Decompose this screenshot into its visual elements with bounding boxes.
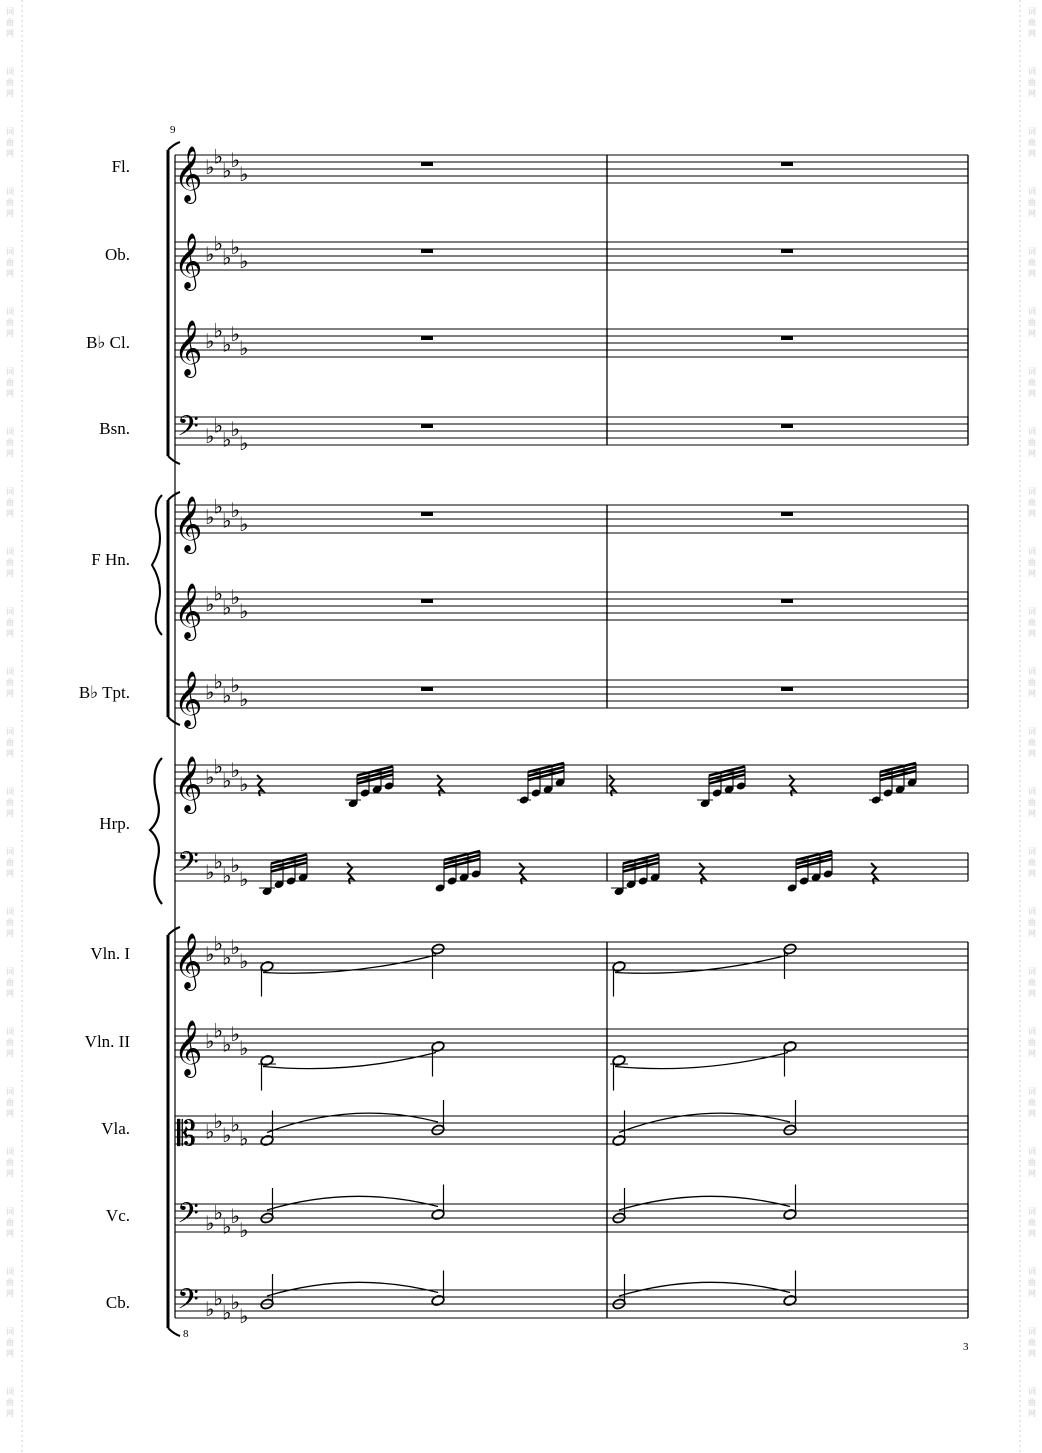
watermark-glyph: 词 xyxy=(6,1087,14,1096)
flat-sign: ♭ xyxy=(222,595,232,620)
watermark-glyph: 曲 xyxy=(6,198,14,207)
watermark-glyph: 曲 xyxy=(6,1398,14,1407)
flat-sign: ♭ xyxy=(213,494,223,519)
slur xyxy=(615,1053,788,1069)
watermark-glyph: 词 xyxy=(6,127,14,136)
flat-sign: ♭ xyxy=(222,945,232,970)
watermark-glyph: 词 xyxy=(6,727,14,736)
watermark-glyph: 词 xyxy=(1028,787,1036,796)
watermark-glyph: 词 xyxy=(1028,487,1036,496)
watermark-glyph: 网 xyxy=(1028,29,1036,38)
watermark-glyph: 网 xyxy=(6,449,14,458)
flat-sign: ♭ xyxy=(213,931,223,956)
watermark-glyph: 词 xyxy=(1028,7,1036,16)
watermark-glyph: 网 xyxy=(1028,1169,1036,1178)
flat-sign: ♭ xyxy=(205,424,215,448)
flat-sign: ♭ xyxy=(205,505,215,529)
slur xyxy=(267,1282,438,1296)
staff-vla xyxy=(175,1109,968,1154)
flat-sign: ♭ xyxy=(230,1112,240,1137)
flat-sign: ♭ xyxy=(230,853,240,877)
watermark-glyph: 曲 xyxy=(1028,798,1036,807)
watermark-glyph: 网 xyxy=(6,629,14,638)
whole-rest xyxy=(421,512,433,516)
watermark-glyph: 曲 xyxy=(6,918,14,927)
flat-sign: ♭ xyxy=(239,949,249,973)
watermark-glyph: 曲 xyxy=(1028,738,1036,747)
watermark-glyph: 词 xyxy=(6,1267,14,1276)
watermark-glyph: 曲 xyxy=(1028,318,1036,327)
flat-sign: ♭ xyxy=(213,1200,223,1225)
watermark-glyph: 词 xyxy=(6,1147,14,1156)
flat-sign: ♭ xyxy=(239,599,249,623)
flat-sign: ♭ xyxy=(239,867,249,891)
watermark-glyph: 曲 xyxy=(1028,678,1036,687)
flat-sign: ♭ xyxy=(213,1109,223,1133)
staff-fl xyxy=(174,145,968,205)
watermark-glyph: 网 xyxy=(6,929,14,938)
watermark-glyph: 网 xyxy=(1028,749,1036,758)
slur xyxy=(619,1282,790,1296)
watermark-glyph: 词 xyxy=(6,907,14,916)
watermark-glyph: 词 xyxy=(1028,1027,1036,1036)
whole-rest xyxy=(421,424,433,428)
watermark-glyph: 曲 xyxy=(6,438,14,447)
slur xyxy=(263,1053,436,1069)
flat-sign: ♭ xyxy=(230,758,240,782)
flat-sign: ♭ xyxy=(213,849,223,874)
watermark-glyph: 词 xyxy=(6,787,14,796)
staff-bsn xyxy=(175,410,968,455)
watermark-glyph: 词 xyxy=(1028,67,1036,76)
treble-clef-icon: 𝄞 xyxy=(174,146,203,202)
staff-hrp2 xyxy=(175,846,968,891)
watermark-glyph: 曲 xyxy=(6,1338,14,1347)
treble-clef-icon: 𝄞 xyxy=(174,933,203,989)
staff-hrp1 xyxy=(174,755,968,815)
bass-clef-icon: 𝄢 xyxy=(177,1283,199,1323)
watermark-glyph: 词 xyxy=(6,67,14,76)
flat-sign: ♭ xyxy=(205,155,215,179)
watermark-glyph: 曲 xyxy=(6,1098,14,1107)
flat-sign: ♭ xyxy=(222,158,232,183)
watermark-glyph: 网 xyxy=(6,89,14,98)
watermark-glyph: 网 xyxy=(6,569,14,578)
flat-sign: ♭ xyxy=(230,498,240,522)
watermark-glyph: 曲 xyxy=(6,978,14,987)
flat-sign: ♭ xyxy=(213,144,223,169)
watermark-glyph: 网 xyxy=(6,269,14,278)
watermark-glyph: 曲 xyxy=(1028,1158,1036,1167)
watermark-glyph: 词 xyxy=(1028,727,1036,736)
watermark-glyph: 曲 xyxy=(1028,1038,1036,1047)
watermark-glyph: 曲 xyxy=(6,1158,14,1167)
watermark-glyph: 曲 xyxy=(1028,918,1036,927)
measure-number: 9 xyxy=(170,124,176,136)
system-brackets xyxy=(150,142,968,1336)
watermark-glyph: 曲 xyxy=(6,318,14,327)
watermark-glyph: 网 xyxy=(1028,869,1036,878)
watermark-glyph: 网 xyxy=(1028,989,1036,998)
watermark-glyph: 曲 xyxy=(1028,618,1036,627)
slur xyxy=(619,1196,790,1210)
watermark-glyph: 网 xyxy=(6,509,14,518)
flat-sign: ♭ xyxy=(239,249,249,273)
watermark-glyph: 曲 xyxy=(6,378,14,387)
flat-sign: ♭ xyxy=(239,1304,249,1328)
page-number: 3 xyxy=(963,1341,969,1353)
watermark-glyph: 曲 xyxy=(6,1038,14,1047)
instrument-label-vln2: Vln. II xyxy=(84,1032,130,1051)
watermark-glyph: 词 xyxy=(6,187,14,196)
watermark-glyph: 网 xyxy=(1028,329,1036,338)
watermark-glyph: 曲 xyxy=(6,138,14,147)
watermark-glyph: 曲 xyxy=(6,738,14,747)
watermark-glyph: 网 xyxy=(1028,269,1036,278)
watermark-glyph: 网 xyxy=(1028,569,1036,578)
watermark-glyph: 网 xyxy=(1028,449,1036,458)
flat-sign: ♭ xyxy=(205,942,215,966)
flat-sign: ♭ xyxy=(205,765,215,789)
watermark-glyph: 网 xyxy=(6,1349,14,1358)
treble-clef-icon: 𝄞 xyxy=(174,756,203,812)
watermark-glyph: 曲 xyxy=(6,678,14,687)
flat-sign: ♭ xyxy=(222,683,232,708)
treble-clef-icon: 𝄞 xyxy=(174,1020,203,1076)
watermark-glyph: 曲 xyxy=(1028,438,1036,447)
flat-sign: ♭ xyxy=(230,585,240,609)
whole-rest xyxy=(781,249,793,253)
flat-sign: ♭ xyxy=(239,772,249,796)
watermark-glyph: 词 xyxy=(6,487,14,496)
treble-clef-icon: 𝄞 xyxy=(174,320,203,376)
whole-rest xyxy=(781,336,793,340)
flat-sign: ♭ xyxy=(239,162,249,186)
watermark-glyph: 词 xyxy=(1028,907,1036,916)
treble-clef-icon: 𝄞 xyxy=(174,583,203,639)
watermark-glyph: 网 xyxy=(1028,89,1036,98)
right-margin-watermark xyxy=(1028,6,1036,1418)
watermark-glyph: 网 xyxy=(6,1229,14,1238)
watermark-glyph: 曲 xyxy=(6,558,14,567)
watermark-glyph: 词 xyxy=(6,547,14,556)
flat-sign: ♭ xyxy=(205,860,215,884)
watermark-glyph: 网 xyxy=(6,1409,14,1418)
treble-clef-icon: 𝄞 xyxy=(174,233,203,289)
watermark-glyph: 曲 xyxy=(1028,258,1036,267)
instrument-label-hn1: F Hn. xyxy=(91,550,130,569)
flat-sign: ♭ xyxy=(230,673,240,697)
instrument-label-tpt: B♭ Tpt. xyxy=(78,683,130,702)
bass-clef-icon: 𝄢 xyxy=(177,846,199,886)
treble-clef-icon: 𝄞 xyxy=(174,496,203,552)
watermark-glyph: 词 xyxy=(1028,427,1036,436)
flat-sign: ♭ xyxy=(222,768,232,793)
whole-rest xyxy=(781,512,793,516)
watermark-glyph: 网 xyxy=(6,749,14,758)
treble-clef-icon: 𝄞 xyxy=(174,671,203,727)
watermark-glyph: 词 xyxy=(1028,1267,1036,1276)
watermark-glyph: 网 xyxy=(1028,149,1036,158)
watermark-glyph: 网 xyxy=(1028,209,1036,218)
watermark-glyph: 网 xyxy=(6,989,14,998)
watermark-glyph: 曲 xyxy=(6,498,14,507)
slur xyxy=(615,955,788,973)
left-margin-watermark xyxy=(6,6,14,1418)
watermark-glyph: 词 xyxy=(1028,547,1036,556)
watermark-glyph: 网 xyxy=(6,809,14,818)
flat-sign: ♭ xyxy=(205,680,215,704)
watermark-glyph: 网 xyxy=(1028,1349,1036,1358)
watermark-glyph: 词 xyxy=(6,307,14,316)
watermark-glyph: 曲 xyxy=(6,18,14,27)
watermark-glyph: 曲 xyxy=(6,858,14,867)
watermark-glyph: 词 xyxy=(1028,1207,1036,1216)
watermark-glyph: 词 xyxy=(1028,127,1036,136)
watermark-glyph: 词 xyxy=(6,1387,14,1396)
watermark-glyph: 曲 xyxy=(1028,198,1036,207)
watermark-glyph: 词 xyxy=(6,427,14,436)
flat-sign: ♭ xyxy=(239,336,249,360)
watermark-glyph: 网 xyxy=(6,389,14,398)
flat-sign: ♭ xyxy=(222,1300,232,1325)
watermark-glyph: 网 xyxy=(1028,1229,1036,1238)
flat-sign: ♭ xyxy=(205,1297,215,1321)
flat-sign: ♭ xyxy=(230,417,240,441)
flat-sign: ♭ xyxy=(205,592,215,616)
watermark-glyph: 曲 xyxy=(6,798,14,807)
flat-sign: ♭ xyxy=(213,1286,223,1311)
flat-sign: ♭ xyxy=(230,148,240,172)
flat-sign: ♭ xyxy=(230,1290,240,1314)
watermark-glyph: 曲 xyxy=(1028,498,1036,507)
watermark-glyph: 曲 xyxy=(6,78,14,87)
alto-clef-icon: 𝄡 xyxy=(177,1114,196,1154)
flat-sign: ♭ xyxy=(230,322,240,346)
whole-rest xyxy=(421,249,433,253)
flat-sign: ♭ xyxy=(222,245,232,270)
whole-rest xyxy=(781,687,793,691)
flat-sign: ♭ xyxy=(230,1022,240,1046)
watermark-glyph: 词 xyxy=(1028,607,1036,616)
watermark-glyph: 网 xyxy=(6,689,14,698)
watermark-glyph: 曲 xyxy=(1028,858,1036,867)
watermark-glyph: 曲 xyxy=(1028,78,1036,87)
watermark-glyph: 网 xyxy=(6,869,14,878)
watermark-glyph: 词 xyxy=(6,7,14,16)
flat-sign: ♭ xyxy=(205,1029,215,1053)
ottava-marking: 8 xyxy=(183,1328,189,1340)
staff-tpt xyxy=(174,670,968,730)
instrument-label-vln1: Vln. I xyxy=(90,944,130,963)
watermark-glyph: 网 xyxy=(6,329,14,338)
flat-sign: ♭ xyxy=(230,1204,240,1228)
flat-sign: ♭ xyxy=(205,1211,215,1235)
instrument-label-vc: Vc. xyxy=(105,1206,130,1225)
staves xyxy=(174,145,968,1329)
instrument-label-bsn: Bsn. xyxy=(99,419,130,438)
whole-rest xyxy=(781,599,793,603)
whole-rest xyxy=(421,162,433,166)
whole-rest xyxy=(781,424,793,428)
watermark-glyph: 网 xyxy=(6,209,14,218)
watermark-glyph: 词 xyxy=(6,247,14,256)
instrument-label-vla: Vla. xyxy=(101,1119,130,1138)
flat-sign: ♭ xyxy=(213,754,223,779)
watermark-glyph: 网 xyxy=(6,1049,14,1058)
watermark-glyph: 曲 xyxy=(6,258,14,267)
flat-sign: ♭ xyxy=(239,512,249,536)
watermark-glyph: 曲 xyxy=(1028,18,1036,27)
staff-cl xyxy=(174,319,968,379)
staff-hn2 xyxy=(174,582,968,642)
watermark-glyph: 词 xyxy=(1028,367,1036,376)
watermark-glyph: 网 xyxy=(6,29,14,38)
instrument-label-cl: B♭ Cl. xyxy=(86,333,130,352)
watermark-glyph: 词 xyxy=(1028,1087,1036,1096)
watermark-glyph: 网 xyxy=(6,1169,14,1178)
flat-sign: ♭ xyxy=(213,231,223,256)
watermark-glyph: 词 xyxy=(6,967,14,976)
flat-sign: ♭ xyxy=(213,669,223,694)
watermark-glyph: 词 xyxy=(1028,967,1036,976)
watermark-glyph: 曲 xyxy=(1028,1278,1036,1287)
whole-rest xyxy=(421,687,433,691)
flat-sign: ♭ xyxy=(213,1018,223,1043)
staff-hn1 xyxy=(174,495,968,555)
watermark-glyph: 网 xyxy=(6,1289,14,1298)
watermark-glyph: 词 xyxy=(6,607,14,616)
watermark-glyph: 网 xyxy=(1028,1049,1036,1058)
watermark-glyph: 词 xyxy=(1028,187,1036,196)
music-content xyxy=(257,162,917,1310)
watermark-glyph: 曲 xyxy=(1028,1338,1036,1347)
watermark-glyph: 网 xyxy=(6,1109,14,1118)
flat-sign: ♭ xyxy=(205,329,215,353)
watermark-glyph: 网 xyxy=(1028,689,1036,698)
bass-clef-icon: 𝄢 xyxy=(177,1197,199,1237)
staff-vln1 xyxy=(174,932,968,992)
watermark-glyph: 曲 xyxy=(1028,558,1036,567)
slur xyxy=(263,955,436,973)
watermark-glyph: 曲 xyxy=(6,618,14,627)
flat-sign: ♭ xyxy=(222,332,232,357)
watermark-glyph: 网 xyxy=(1028,809,1036,818)
flat-sign: ♭ xyxy=(205,1119,215,1144)
flat-sign: ♭ xyxy=(222,427,232,452)
watermark-glyph: 网 xyxy=(1028,1289,1036,1298)
watermark-glyph: 词 xyxy=(1028,1147,1036,1156)
instrument-label-ob: Ob. xyxy=(104,245,130,264)
watermark-glyph: 网 xyxy=(1028,1409,1036,1418)
whole-rest xyxy=(781,162,793,166)
instrument-label-fl: Fl. xyxy=(111,157,130,176)
watermark-glyph: 词 xyxy=(6,847,14,856)
watermark-glyph: 词 xyxy=(6,1327,14,1336)
flat-sign: ♭ xyxy=(230,935,240,959)
whole-rest xyxy=(421,336,433,340)
watermark-glyph: 网 xyxy=(1028,509,1036,518)
watermark-glyph: 词 xyxy=(6,367,14,376)
flat-sign: ♭ xyxy=(213,413,223,438)
watermark-glyph: 曲 xyxy=(1028,1398,1036,1407)
watermark-glyph: 曲 xyxy=(1028,138,1036,147)
flat-sign: ♭ xyxy=(230,235,240,259)
watermark-glyph: 网 xyxy=(1028,389,1036,398)
watermark-glyph: 网 xyxy=(1028,1109,1036,1118)
watermark-glyph: 词 xyxy=(1028,847,1036,856)
instrument-labels xyxy=(79,157,131,1312)
flat-sign: ♭ xyxy=(222,1032,232,1057)
watermark-glyph: 曲 xyxy=(1028,978,1036,987)
flat-sign: ♭ xyxy=(239,431,249,455)
watermark-glyph: 词 xyxy=(6,667,14,676)
watermark-glyph: 网 xyxy=(6,149,14,158)
watermark-glyph: 网 xyxy=(1028,629,1036,638)
watermark-glyph: 曲 xyxy=(1028,1098,1036,1107)
flat-sign: ♭ xyxy=(222,1123,232,1147)
bass-clef-icon: 𝄢 xyxy=(177,410,199,450)
watermark-glyph: 词 xyxy=(1028,1387,1036,1396)
flat-sign: ♭ xyxy=(222,863,232,888)
watermark-glyph: 词 xyxy=(1028,667,1036,676)
watermark-glyph: 词 xyxy=(1028,247,1036,256)
flat-sign: ♭ xyxy=(239,1126,249,1151)
watermark-glyph: 曲 xyxy=(6,1218,14,1227)
watermark-glyph: 曲 xyxy=(1028,378,1036,387)
watermark-glyph: 曲 xyxy=(1028,1218,1036,1227)
watermark-glyph: 网 xyxy=(1028,929,1036,938)
flat-sign: ♭ xyxy=(222,508,232,533)
watermark-glyph: 词 xyxy=(6,1207,14,1216)
watermark-glyph: 词 xyxy=(6,1027,14,1036)
instrument-label-cb: Cb. xyxy=(105,1293,130,1312)
flat-sign: ♭ xyxy=(205,242,215,266)
watermark-glyph: 曲 xyxy=(6,1278,14,1287)
flat-sign: ♭ xyxy=(222,1214,232,1239)
slur xyxy=(267,1196,438,1210)
staff-vln2 xyxy=(174,1019,968,1079)
flat-sign: ♭ xyxy=(239,1036,249,1060)
flat-sign: ♭ xyxy=(213,318,223,343)
flat-sign: ♭ xyxy=(239,687,249,711)
instrument-label-hrp1: Hrp. xyxy=(99,814,130,833)
staff-ob xyxy=(174,232,968,292)
watermark-glyph: 词 xyxy=(1028,307,1036,316)
flat-sign: ♭ xyxy=(239,1218,249,1242)
watermark-glyph: 词 xyxy=(1028,1327,1036,1336)
flat-sign: ♭ xyxy=(213,581,223,606)
whole-rest xyxy=(421,599,433,603)
